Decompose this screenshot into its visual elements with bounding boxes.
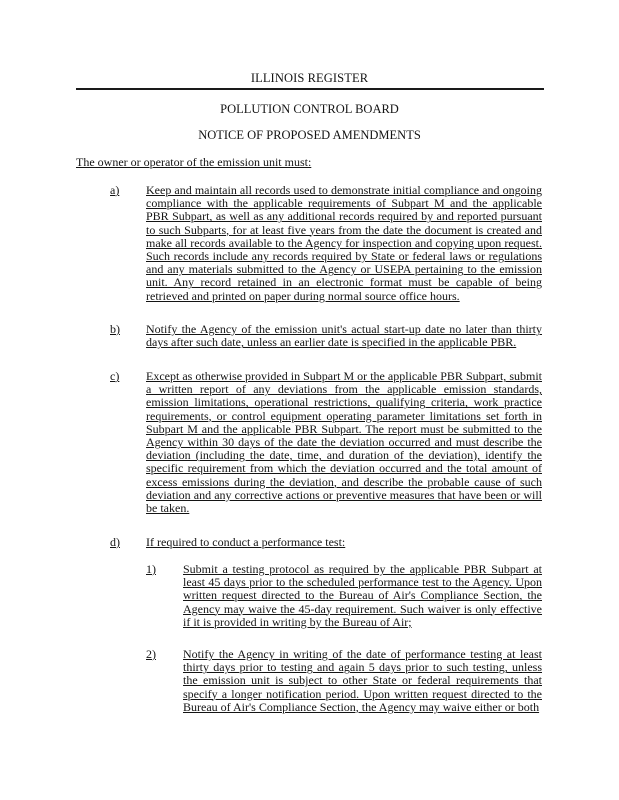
intro-paragraph: The owner or operator of the emission unit must: bbox=[76, 155, 312, 169]
item-c-label: c) bbox=[110, 369, 120, 383]
item-a-label: a) bbox=[110, 183, 120, 197]
register-heading: ILLINOIS REGISTER bbox=[250, 71, 369, 85]
item-c-text: Except as otherwise provided in Subpart M or the applicable PBR Subpart, submit a written report of any deviations from the applicable emission standards, emission limitations, operational restrictions, qualifying criteria, work practice requirements, or control equipment operating parameter limitations set forth in Subpart M and the applicable PBR Subpart. The report must be submitted to the Agency within 30 days of the date the deviation occurred and must describe the deviation (including the date, time, and duration of the deviation), identify the specific requirement from which the deviation occurred and the total amount of excess emissions during the deviation, and describe the probable cause of such deviation and any corrective actions or preventive measures that have been or will be taken. bbox=[146, 369, 542, 516]
board-heading: POLLUTION CONTROL BOARD bbox=[220, 102, 399, 116]
item-b-label: b) bbox=[110, 322, 120, 336]
item-d-text: If required to conduct a performance test: bbox=[146, 535, 346, 549]
item-b-text: Notify the Agency of the emission unit's actual start-up date no later than thirty days after such date, unless an earlier date is specified in the applicable PBR. bbox=[146, 322, 542, 350]
subitem-1-label: 1) bbox=[146, 562, 156, 576]
subitem-2-label: 2) bbox=[146, 647, 156, 661]
subitem-2-text: Notify the Agency in writing of the date of performance testing at least thirty days prior to testing and again 5 days prior to such testing, unless the emission unit is subject to other State or federal requirements that specify a longer notification period. Upon written request directed to the Bureau of Air's Compliance Section, the Agency may waive either or both bbox=[183, 647, 542, 714]
notice-heading: NOTICE OF PROPOSED AMENDMENTS bbox=[198, 128, 421, 142]
item-d-label: d) bbox=[110, 535, 120, 549]
item-a-text: Keep and maintain all records used to demonstrate initial compliance and ongoing compliance with the applicable requirements of Subpart M and the applicable PBR Subpart, as well as any additional records required by and reported pursuant to such Subparts, for at least five years from the date the document is created and make all records available to the Agency for inspection and copying upon request. Such records include any records required by State or federal laws or regulations and any materials submitted to the Agency or USEPA pertaining to the emission unit. Any record retained in an electronic format must be capable of being retrieved and printed on paper during normal source office hours. bbox=[146, 183, 542, 303]
subitem-1-text: Submit a testing protocol as required by the applicable PBR Subpart at least 45 days prior to the scheduled performance test to the Agency. Upon written request directed to the Bureau of Air's Compliance Section, the Agency may waive the 45-day requirement. Such waiver is only effective if it is provided in writing by the Bureau of Air; bbox=[183, 562, 542, 629]
header-divider bbox=[76, 88, 544, 90]
